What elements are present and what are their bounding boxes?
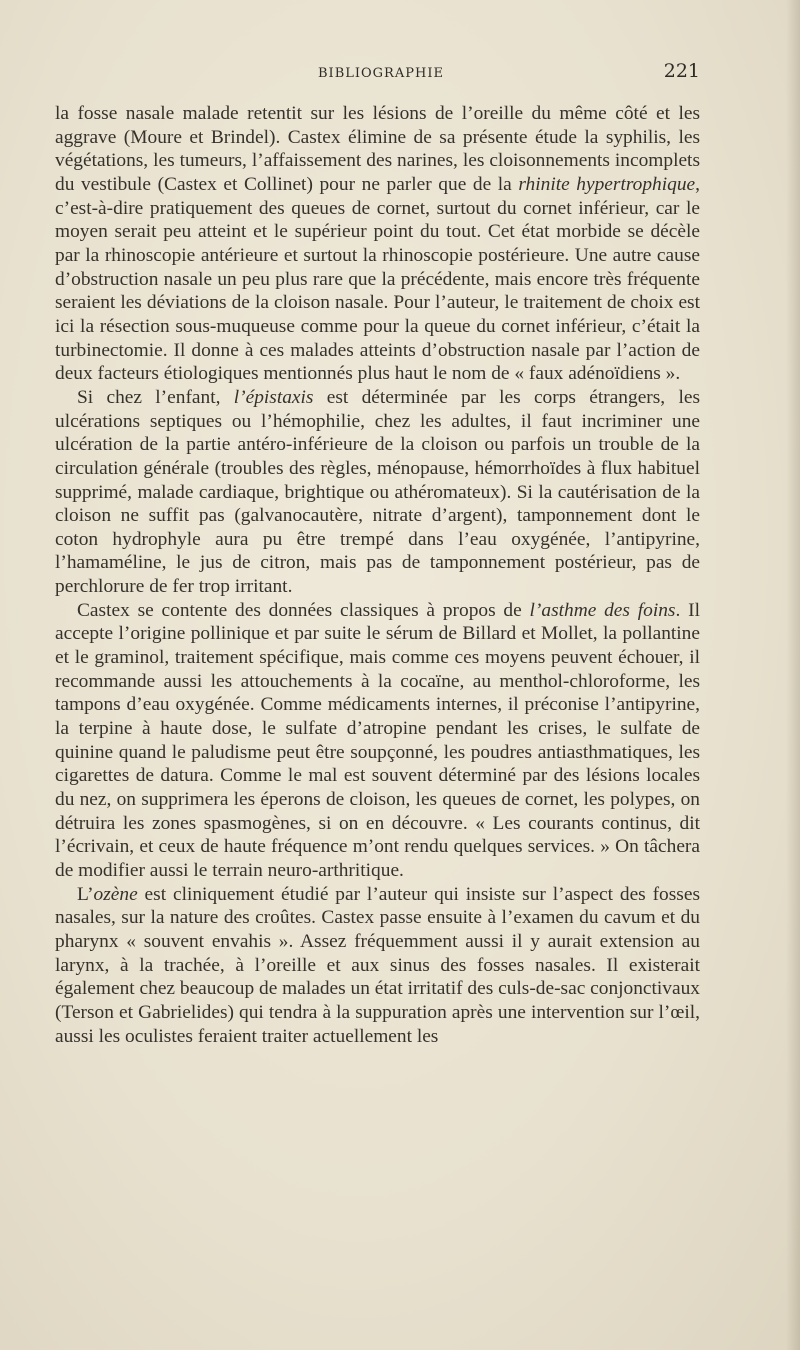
paragraph-rhinite — [55, 102, 700, 386]
paragraph-text: L’ — [77, 883, 94, 905]
italic-term-rhinite-hypertrophique: rhinite hypertrophique — [518, 173, 696, 195]
running-title: BIBLIOGRAPHIE — [318, 66, 444, 81]
italic-term-ozene: ozène — [93, 883, 138, 905]
paragraph-text: est cliniquement étudié par l’auteur qui insiste sur l’aspect des fosses nasales, sur la nature des croûtes. Castex passe ensuite à l’examen du cavum et du pharynx « souvent envahis ». Assez fréquemment aussi il y aurait extension au larynx, à la trachée, à l’oreille et aux sinus des fosses nasales. Il existerait également chez beaucoup de malades un état irritatif des culs-de-sac conjonctivaux (Terson et Gabrielides) qui tendra à la suppuration après une intervention sur l’œil, aussi les oculistes feraient traiter actuellement les — [55, 883, 700, 1047]
paragraph-text: Si chez l’enfant, — [77, 386, 234, 408]
page-header — [55, 60, 700, 90]
paragraph-ozene — [55, 883, 700, 1049]
paragraph-text: Castex se contente des données classiques à propos de — [77, 599, 530, 621]
italic-term-epistaxis: l’épistaxis — [233, 386, 314, 408]
page-number: 221 — [663, 60, 700, 82]
paragraph-text: est déterminée par les corps étrangers, les ulcérations septiques ou l’hémophilie, chez les adultes, il faut incriminer une ulcération de la partie antéro-inférieure de la cloison ou parfois un trouble de la circulation générale (troubles des règles, ménopause, hémorrhoïdes à flux habituel supprimé, malade cardiaque, brightique ou athéromateux). Si la cautérisation de la cloison ne suffit pas (galvanocautère, nitrate d’argent), tamponnement dont le coton hydrophyle aura pu être trempé dans l’eau oxygénée, l’antipyrine, l’hamaméline, le jus de citron, mais pas de tamponnement postérieur, pas de perchlorure de fer trop irritant. — [55, 386, 700, 598]
italic-term-asthme-des-foins: l’asthme des foins — [529, 599, 676, 621]
paragraph-text: . Il accepte l’origine pollinique et par suite le sérum de Billard et Mollet, la pollantine et le graminol, traitement spécifique, mais comme ces moyens peuvent échouer, il recommande aussi les attouchements à la cocaïne, au menthol-chloroforme, les tampons d’eau oxygénée. Comme médicaments internes, il préconise l’antipyrine, la terpine à haute dose, le sulfate d’atropine pendant les crises, le sulfate de quinine quand le paludisme peut être soupçonné, les poudres antiasthmatiques, les cigarettes de datura. Comme le mal est souvent déterminé par des lésions locales du nez, on supprimera les éperons de cloison, les queues de cornet, les polypes, on détruira les zones spasmogènes, si on en découvre. « Les courants continus, dit l’écrivain, et ceux de haute fréquence m’ont rendu quelques services. » On tâchera de modifier aussi le terrain neuro-arthritique. — [55, 599, 700, 881]
body-text — [55, 102, 700, 1048]
paragraph-text: la fosse nasale malade retentit sur les lésions de l’oreille du même côté et les aggrave (Moure et Brindel). Castex élimine de sa présente étude la syphilis, les végétations, les tumeurs, l’affaissement des narines, les cloisonnements incomplets du vestibule (Castex et Collinet) pour ne parler que de la — [55, 103, 700, 195]
paragraph-asthme — [55, 599, 700, 883]
paragraph-text: , c’est-à-dire pratiquement des queues de cornet, surtout du cornet inférieur, car le moyen serait peu atteint et le supérieur point du tout. Cet état morbide se décèle par la rhinoscopie antérieure et surtout la rhinoscopie postérieure. Une autre cause d’obstruction nasale un peu plus rare que la précédente, mais encore très fréquente seraient les déviations de la cloison nasale. Pour l’auteur, le traitement de choix est ici la résection sous-muqueuse comme pour la queue du cornet inférieur, c’était la turbinectomie. Il donne à ces malades atteints d’obstruction nasale par l’action de deux facteurs étiologiques mentionnés plus haut le nom de « faux adénoïdiens ». — [55, 173, 700, 385]
page-edge-shadow — [786, 0, 800, 1350]
paragraph-epistaxis — [55, 386, 700, 599]
